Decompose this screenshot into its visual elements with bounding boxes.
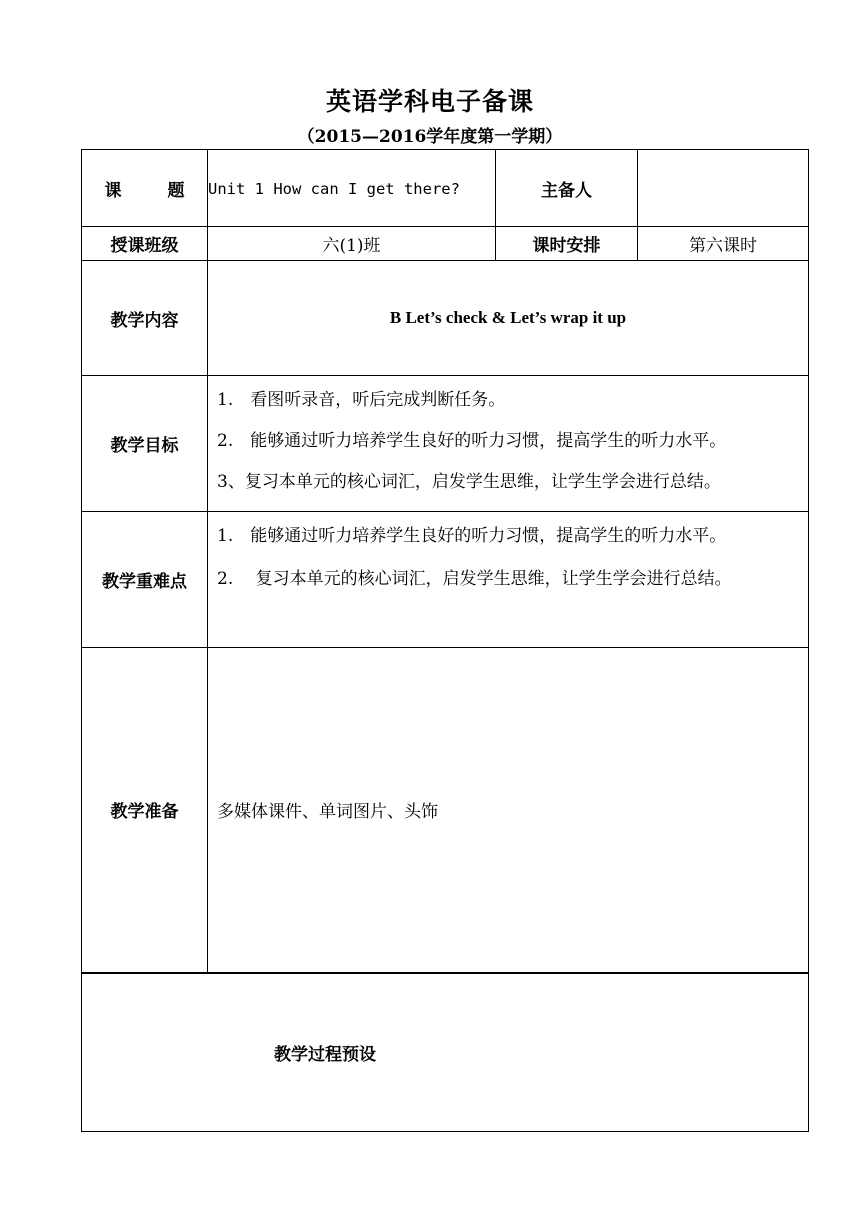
keypoint-item-2: 2. 复习本单元的核心词汇，启发学生思维，让学生学会进行总结。 [217, 569, 732, 589]
process-cell [82, 973, 809, 1132]
period-value: 第六课时 [689, 236, 757, 256]
topic-label-char-1: 课 [104, 180, 122, 201]
document-subtitle: （2015—2016学年度第一学期） [297, 127, 563, 147]
period-value-cell [638, 227, 809, 261]
process-label: 教学过程预设 [274, 1044, 376, 1065]
prep-label-cell [82, 648, 208, 973]
prep-value: 多媒体课件、单词图片、头饰 [217, 802, 438, 823]
class-row [82, 227, 809, 261]
preparer-label: 主备人 [541, 180, 592, 201]
class-label: 授课班级 [110, 236, 179, 256]
class-value: 六(1)班 [322, 236, 381, 256]
content-value-cell [208, 261, 809, 376]
goals-row [82, 376, 809, 512]
prep-label: 教学准备 [110, 802, 179, 823]
class-value-cell [208, 227, 496, 261]
keypoints-label-cell [82, 512, 208, 648]
keypoints-row [82, 512, 809, 648]
goals-label: 教学目标 [110, 436, 179, 456]
topic-label-cell [82, 150, 208, 227]
keypoint-item-1: 1. 能够通过听力培养学生良好的听力习惯，提高学生的听力水平。 [217, 526, 727, 546]
document-title: 英语学科电子备课 [325, 87, 534, 116]
process-row [82, 973, 809, 1132]
topic-row [82, 150, 809, 227]
topic-value-cell [208, 150, 496, 227]
goal-item-3: 3、复习本单元的核心词汇，启发学生思维，让学生学会进行总结。 [217, 472, 721, 492]
goal-item-2: 2. 能够通过听力培养学生良好的听力习惯，提高学生的听力水平。 [217, 431, 727, 451]
class-label-cell [82, 227, 208, 261]
goal-item-1: 1. 看图听录音，听后完成判断任务。 [217, 390, 506, 410]
goals-label-cell [82, 376, 208, 512]
period-label: 课时安排 [532, 236, 601, 256]
preparer-label-cell [496, 150, 638, 227]
content-label: 教学内容 [110, 310, 179, 331]
topic-label-char-2: 题 [167, 180, 185, 201]
prep-row [82, 648, 809, 973]
content-value: B Let’s check & Let’s wrap it up [389, 308, 627, 327]
topic-value: Unit 1 How can I get there? [208, 180, 460, 198]
preparer-value-cell [638, 150, 809, 227]
goals-cell [208, 376, 809, 512]
prep-cell [208, 648, 809, 973]
keypoints-label: 教学重难点 [102, 572, 187, 592]
keypoints-cell [208, 512, 809, 648]
content-label-cell [82, 261, 208, 376]
content-row [82, 261, 809, 376]
period-label-cell [496, 227, 638, 261]
lesson-plan-table [81, 149, 809, 1132]
